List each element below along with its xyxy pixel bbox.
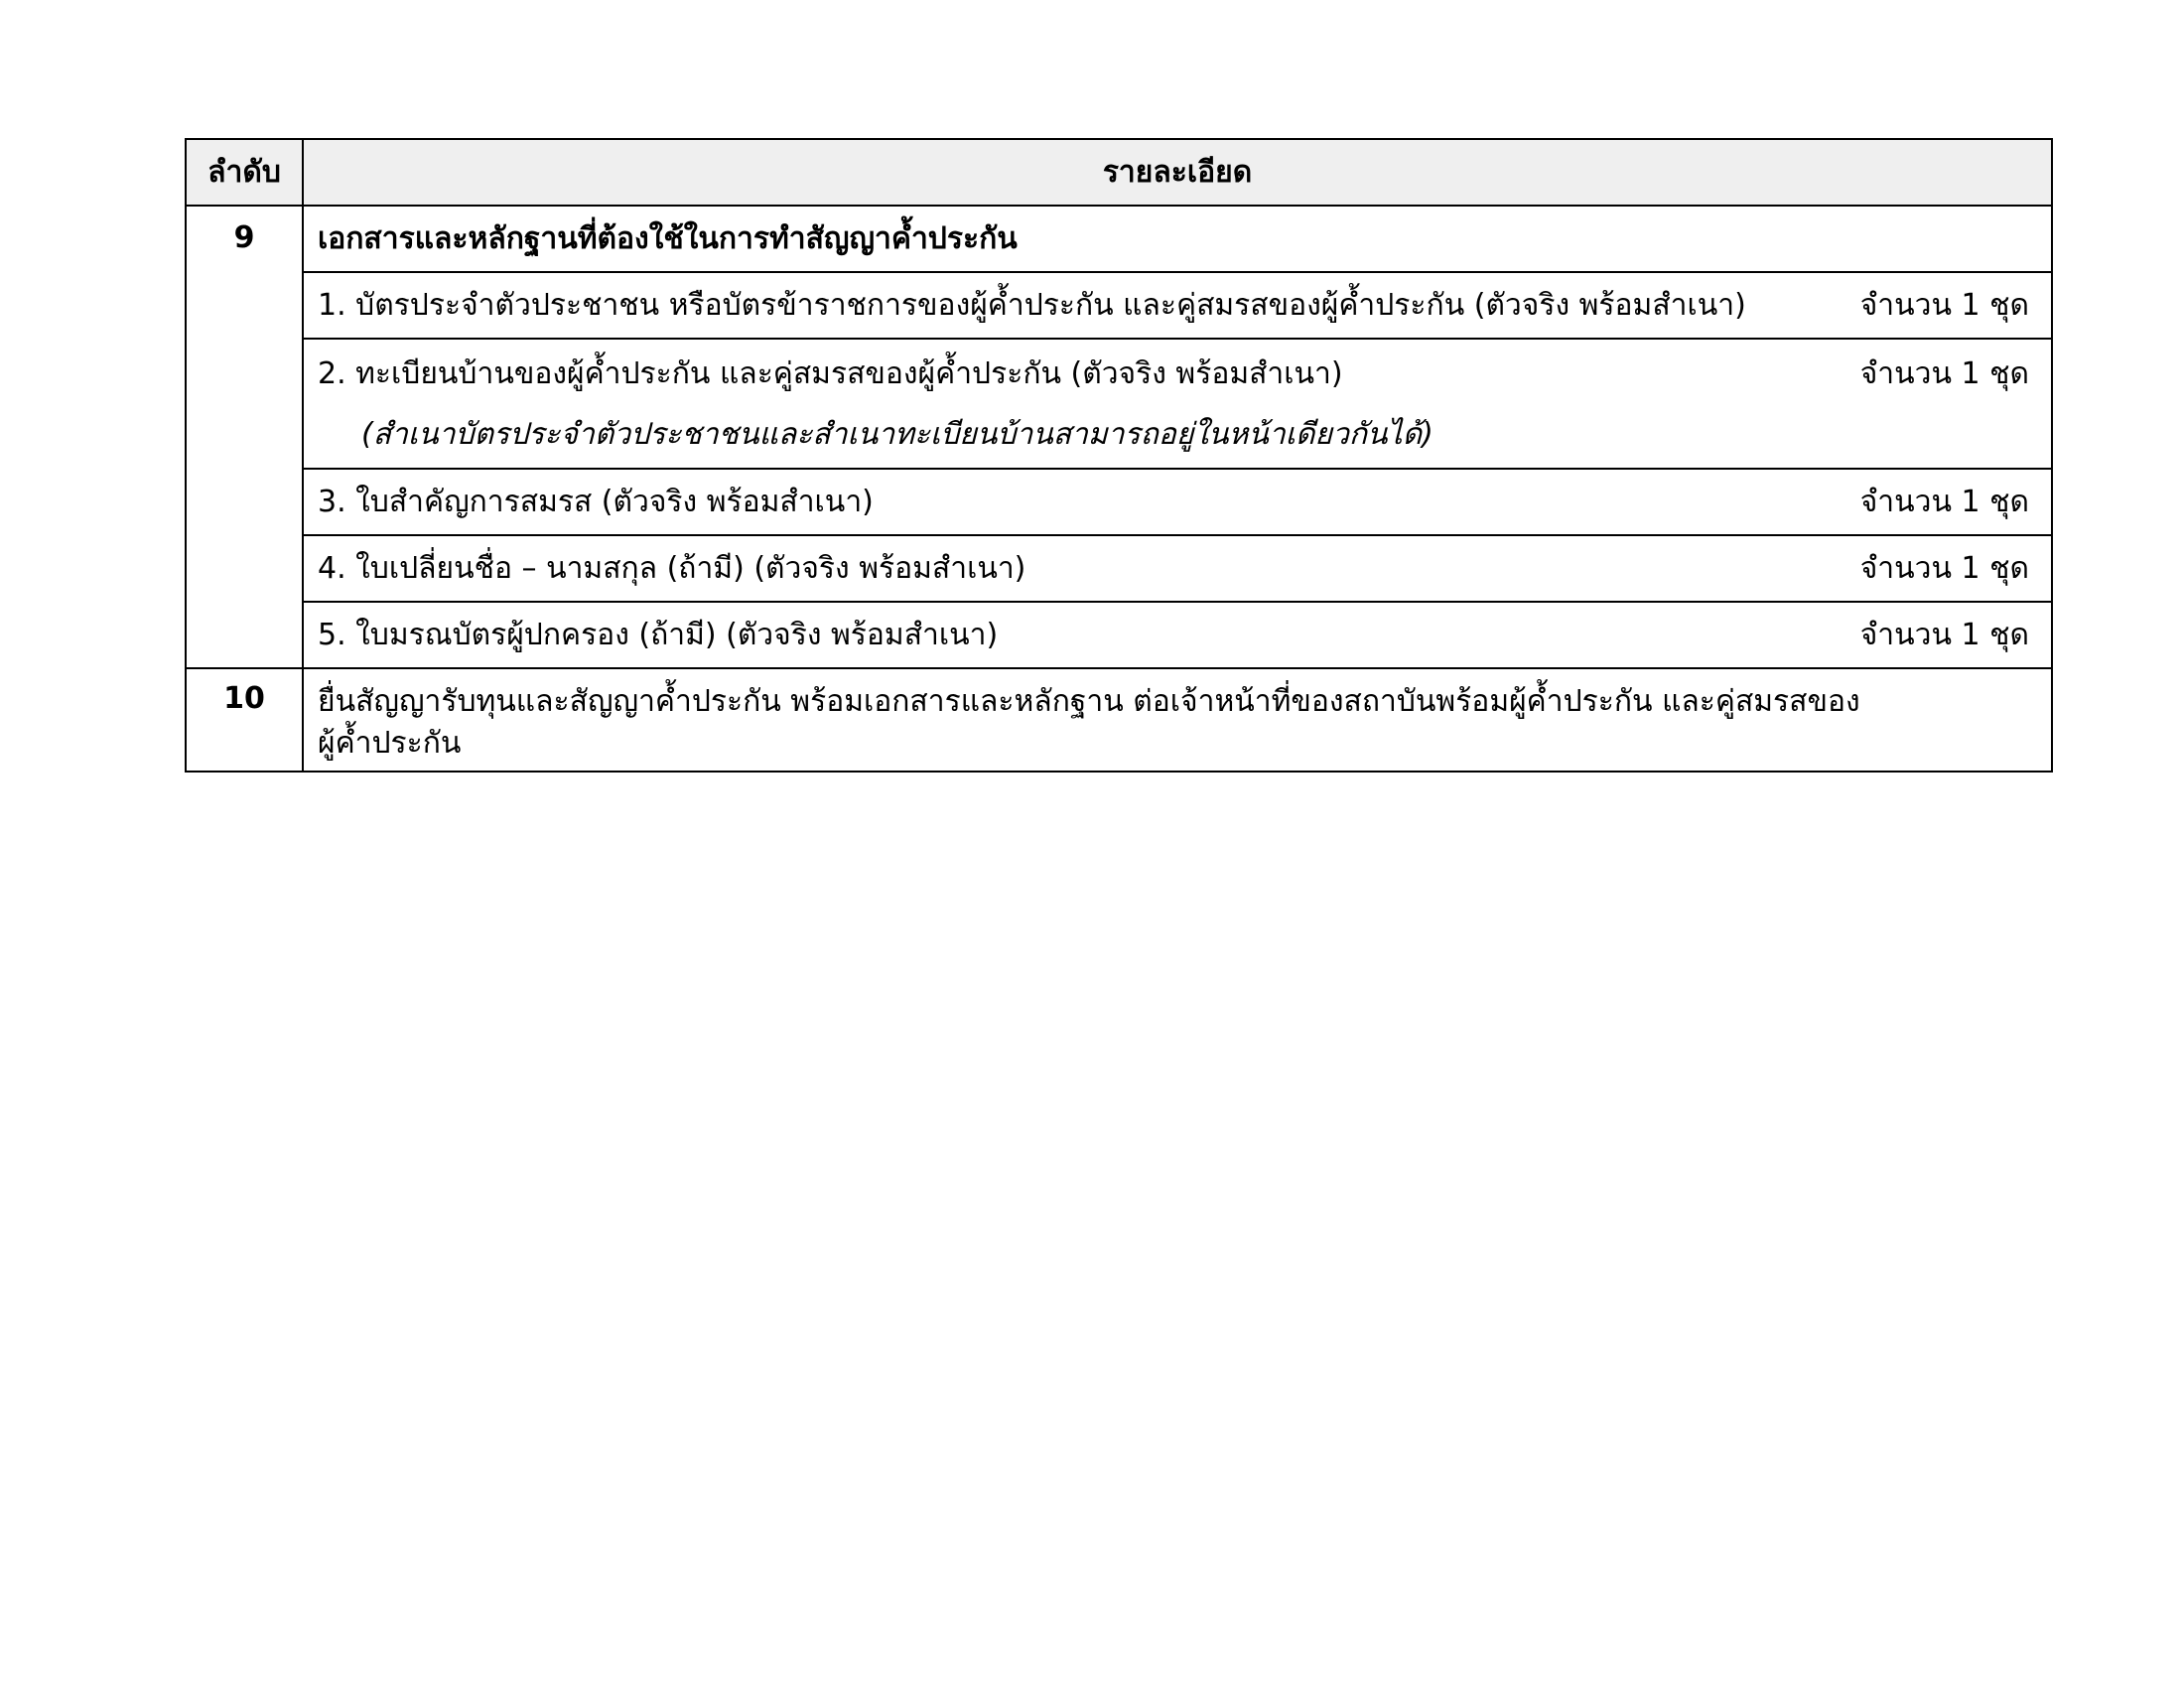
table-row-item-1: [186, 272, 2052, 339]
table-row-item-5: [186, 602, 2052, 668]
table-row-step9-heading: [186, 206, 2052, 272]
item-5-qty: จำนวน 1 ชุด: [1859, 618, 2029, 652]
item-2-cell: [303, 339, 2052, 469]
item-3-cell: [303, 469, 2052, 535]
item-2-text: 2. ทะเบียนบ้านของผู้ค้ำประกัน และคู่สมรสของผู้ค้ำประกัน (ตัวจริง พร้อมสำเนา): [318, 355, 1343, 391]
item-1-qty: จำนวน 1 ชุด: [1859, 288, 2029, 323]
step-number-9: 9: [186, 206, 303, 668]
item-4-cell: [303, 535, 2052, 602]
item-2-line: [318, 351, 2029, 397]
item-1-text: 1. บัตรประจำตัวประชาชน หรือบัตรข้าราชการของผู้ค้ำประกัน และคู่สมรสของผู้ค้ำประกัน (ตัวจริง พร้อมสำเนา): [318, 288, 1746, 323]
item-5-text: 5. ใบมรณบัตรผู้ปกครอง (ถ้ามี) (ตัวจริง พร้อมสำเนา): [318, 618, 999, 652]
table-row-item-4: [186, 535, 2052, 602]
item-3-qty: จำนวน 1 ชุด: [1859, 485, 2029, 519]
step10-line-1: ยื่นสัญญารับทุนและสัญญาค้ำประกัน พร้อมเอกสารและหลักฐาน ต่อเจ้าหน้าที่ของสถาบันพร้อมผู้ค้ำประกัน และคู่สมรสของ: [318, 684, 1860, 719]
item-5-cell: [303, 602, 2052, 668]
header-detail: รายละเอียด: [303, 139, 2052, 206]
step-number-10: 10: [186, 668, 303, 772]
table-row-item-2: [186, 339, 2052, 469]
item-4-qty: จำนวน 1 ชุด: [1859, 551, 2029, 586]
table-row-item-3: [186, 469, 2052, 535]
item-2-qty: จำนวน 1 ชุด: [1859, 355, 2029, 391]
header-number: ลำดับ: [186, 139, 303, 206]
step10-cell: [303, 668, 2052, 772]
step9-heading: เอกสารและหลักฐานที่ต้องใช้ในการทำสัญญาค้ำประกัน: [303, 206, 2052, 272]
item-3-text: 3. ใบสำคัญการสมรส (ตัวจริง พร้อมสำเนา): [318, 485, 874, 519]
item-3-line: [318, 479, 2029, 525]
item-1-line: [318, 282, 2029, 329]
table-header-row: [186, 139, 2052, 206]
procedure-table: [185, 138, 2053, 773]
item-4-text: 4. ใบเปลี่ยนชื่อ – นามสกุล (ถ้ามี) (ตัวจริง พร้อมสำเนา): [318, 551, 1026, 586]
item-5-line: [318, 612, 2029, 658]
item-4-line: [318, 545, 2029, 592]
table-row-step10: [186, 668, 2052, 772]
step10-line-2: ผู้ค้ำประกัน: [318, 726, 462, 761]
item-2-note: (สำเนาบัตรประจำตัวประชาชนและสำเนาทะเบียนบ้านสามารถอยู่ในหน้าเดียวกันได้): [361, 416, 1433, 452]
item-1-cell: [303, 272, 2052, 339]
